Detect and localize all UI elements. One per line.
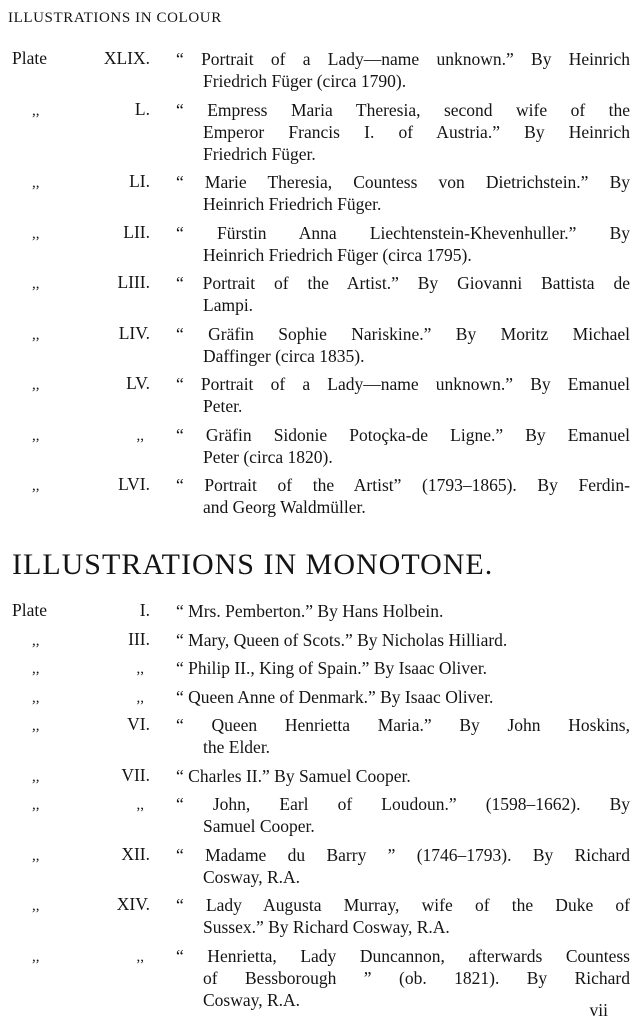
plate-number: L. <box>134 98 150 119</box>
caption-line: “ Portrait of a Lady—name unknown.” By Heinrich <box>176 49 630 69</box>
plate-caption <box>176 945 630 1011</box>
caption-line: “ John, Earl of Loudoun.” (1598–1662). By <box>176 794 630 814</box>
plate-caption <box>176 474 630 518</box>
caption-line: “ Mary, Queen of Scots.” By Nicholas Hilliard. <box>176 629 508 650</box>
plate-caption <box>176 686 630 708</box>
plate-caption <box>176 629 630 651</box>
plate-number: ,, <box>136 797 144 813</box>
plate-label: Plate <box>12 48 47 68</box>
plate-caption <box>176 793 630 837</box>
plate-caption <box>176 657 630 679</box>
plate-number: I. <box>139 600 150 620</box>
ditto-mark: ,, <box>32 377 40 393</box>
ditto-mark: ,, <box>32 427 40 444</box>
caption-line: “ Henrietta, Lady Duncannon, afterwards Countess <box>176 945 630 966</box>
caption-line: “ Fürstin Anna Liechtenstein-Khevenhuller.” By <box>176 222 630 243</box>
plate-number: ,, <box>136 661 144 677</box>
caption-line: Emperor Francis I. of Austria.” By Heinrich <box>203 121 630 142</box>
caption-line: Cosway, R.A. <box>203 989 301 1010</box>
running-head: ILLUSTRATIONS IN COLOUR <box>8 10 222 26</box>
ditto-mark: ,, <box>32 326 40 343</box>
caption-line: Peter (circa 1820). <box>203 446 333 467</box>
plate-number: ,, <box>136 427 144 444</box>
section-title: ILLUSTRATIONS IN MONOTONE. <box>12 548 494 581</box>
plate-number: XLIX. <box>103 48 150 68</box>
ditto-mark: ,, <box>32 632 40 649</box>
plate-number: VI. <box>127 714 150 734</box>
plate-number: ,, <box>136 689 144 706</box>
plate-number: LI. <box>129 171 150 191</box>
caption-line: “ Portrait of the Artist” (1793–1865). By Ferdin- <box>176 475 630 495</box>
caption-line: Daffinger (circa 1835). <box>203 345 365 366</box>
plate-caption <box>176 894 630 938</box>
plate-number: LVI. <box>118 474 150 494</box>
plate-caption <box>176 424 630 468</box>
plate-number: LIV. <box>118 322 150 343</box>
caption-line: “ Gräfin Sophie Nariskine.” By Moritz Michael <box>176 323 630 344</box>
caption-line: “ Queen Anne of Denmark.” By Isaac Oliver. <box>176 686 494 707</box>
plate-caption <box>176 373 630 417</box>
plate-caption <box>176 99 630 165</box>
plate-label: Plate <box>12 600 47 620</box>
caption-line: Friedrich Füger. <box>203 143 316 164</box>
ditto-mark: ,, <box>32 175 40 191</box>
caption-line: Samuel Cooper. <box>203 816 315 836</box>
caption-line: “ Empress Maria Theresia, second wife of the <box>176 99 630 120</box>
caption-line: Sussex.” By Richard Cosway, R.A. <box>203 917 450 937</box>
caption-line: Cosway, R.A. <box>203 866 301 887</box>
caption-line: “ Mrs. Pemberton.” By Hans Holbein. <box>176 601 444 621</box>
ditto-mark: ,, <box>32 948 40 965</box>
plate-caption <box>176 323 630 367</box>
ditto-mark: ,, <box>32 718 40 734</box>
caption-line: “ Portrait of the Artist.” By Giovanni Battista de <box>176 273 630 293</box>
caption-line: “ Charles II.” By Samuel Cooper. <box>176 765 411 786</box>
plate-caption <box>176 844 630 888</box>
ditto-mark: ,, <box>32 276 40 292</box>
caption-line: “ Queen Henrietta Maria.” By John Hoskins, <box>176 715 630 735</box>
plate-number: III. <box>128 628 150 649</box>
ditto-mark: ,, <box>32 847 40 864</box>
caption-line: Lampi. <box>203 295 254 315</box>
caption-line: of Bessborough ” (ob. 1821). By Richard <box>203 967 630 988</box>
caption-line: and Georg Waldmüller. <box>203 497 366 517</box>
plate-caption <box>176 765 630 787</box>
plate-caption <box>176 222 630 266</box>
page-number: vii <box>589 1000 608 1020</box>
plate-number: XII. <box>121 843 150 864</box>
plate-number: VII. <box>121 764 150 785</box>
ditto-mark: ,, <box>32 661 40 677</box>
caption-line: “ Gräfin Sidonie Potoçka-de Ligne.” By Emanuel <box>176 424 630 445</box>
plate-number: LII. <box>123 221 150 242</box>
ditto-mark: ,, <box>32 898 40 914</box>
caption-line: “ Madame du Barry ” (1746–1793). By Richard <box>176 844 630 865</box>
caption-line: Friedrich Füger (circa 1790). <box>203 71 407 91</box>
ditto-mark: ,, <box>32 102 40 119</box>
plate-number: ,, <box>136 948 144 965</box>
ditto-mark: ,, <box>32 768 40 785</box>
plate-caption <box>176 171 630 215</box>
plate-number: XIV. <box>116 894 150 914</box>
caption-line: “ Philip II., King of Spain.” By Isaac Oliver. <box>176 658 488 678</box>
ditto-mark: ,, <box>32 797 40 813</box>
plate-number: LIII. <box>117 272 150 292</box>
plate-caption <box>176 600 630 622</box>
caption-line: Heinrich Friedrich Füger (circa 1795). <box>203 244 472 265</box>
plate-caption <box>176 272 630 316</box>
caption-line: the Elder. <box>203 737 271 757</box>
caption-line: “ Lady Augusta Murray, wife of the Duke of <box>176 895 630 915</box>
ditto-mark: ,, <box>32 225 40 242</box>
plate-caption <box>176 714 630 758</box>
plate-number: LV. <box>126 373 150 393</box>
ditto-mark: ,, <box>32 689 40 706</box>
caption-line: Peter. <box>203 396 243 416</box>
ditto-mark: ,, <box>32 478 40 494</box>
caption-line: “ Portrait of a Lady—name unknown.” By Emanuel <box>176 374 630 394</box>
caption-line: Heinrich Friedrich Füger. <box>203 194 382 214</box>
plate-caption <box>176 48 630 92</box>
caption-line: “ Marie Theresia, Countess von Dietrichstein.” By <box>176 172 630 192</box>
